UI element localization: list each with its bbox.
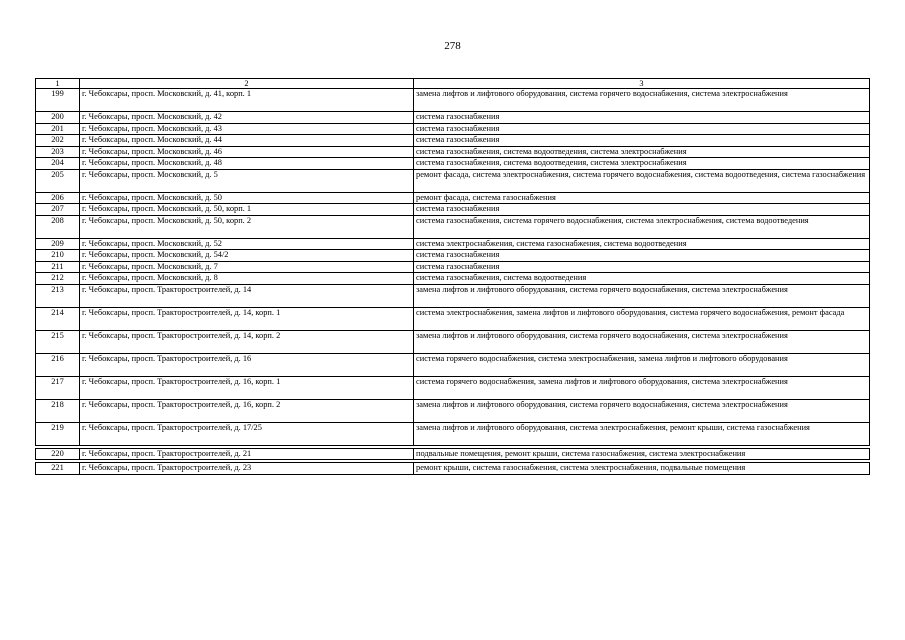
table-row: [36, 204, 870, 216]
row-works: система газоснабжения: [414, 204, 870, 216]
row-address: г. Чебоксары, просп. Московский, д. 54/2: [80, 250, 414, 262]
row-number: 216: [36, 353, 80, 376]
row-works: система газоснабжения: [414, 261, 870, 273]
row-number: 214: [36, 307, 80, 330]
table-row: [36, 89, 870, 112]
row-number: 202: [36, 135, 80, 147]
table-row: [36, 284, 870, 307]
row-works: система газоснабжения: [414, 250, 870, 262]
row-works: система газоснабжения: [414, 135, 870, 147]
table-row: [36, 146, 870, 158]
row-number: 208: [36, 215, 80, 238]
table-row: [36, 463, 870, 475]
row-address: г. Чебоксары, просп. Тракторостроителей, д. 16, корп. 2: [80, 399, 414, 422]
row-works: замена лифтов и лифтового оборудования, система электроснабжения, ремонт крыши, система газоснабжения: [414, 422, 870, 445]
row-number: 200: [36, 112, 80, 124]
row-address: г. Чебоксары, просп. Московский, д. 50, корп. 1: [80, 204, 414, 216]
header-col-1: 1: [36, 79, 80, 89]
row-number: 213: [36, 284, 80, 307]
row-address: г. Чебоксары, просп. Московский, д. 5: [80, 169, 414, 192]
row-number: 210: [36, 250, 80, 262]
header-col-3: 3: [414, 79, 870, 89]
table-row: [36, 307, 870, 330]
table-row: [36, 273, 870, 285]
row-address: г. Чебоксары, просп. Московский, д. 42: [80, 112, 414, 124]
table-row: [36, 123, 870, 135]
row-address: г. Чебоксары, просп. Московский, д. 50: [80, 192, 414, 204]
row-address: г. Чебоксары, просп. Тракторостроителей, д. 17/25: [80, 422, 414, 445]
row-works: система газоснабжения, система водоотведения, система электроснабжения: [414, 158, 870, 170]
row-works: система электроснабжения, система газоснабжения, система водоотведения: [414, 238, 870, 250]
row-number: 218: [36, 399, 80, 422]
row-works: система газоснабжения: [414, 112, 870, 124]
table-row: [36, 261, 870, 273]
row-works: замена лифтов и лифтового оборудования, система горячего водоснабжения, система электроснабжения: [414, 284, 870, 307]
table-row: [36, 250, 870, 262]
row-works: система газоснабжения, система горячего водоснабжения, система электроснабжения, система водоотведения: [414, 215, 870, 238]
row-number: 207: [36, 204, 80, 216]
table-row: [36, 192, 870, 204]
table-row: [36, 353, 870, 376]
table-header-row: [36, 79, 870, 89]
row-address: г. Чебоксары, просп. Тракторостроителей, д. 14, корп. 2: [80, 330, 414, 353]
row-number: 203: [36, 146, 80, 158]
header-col-2: 2: [80, 79, 414, 89]
row-number: 219: [36, 422, 80, 445]
row-works: подвальные помещения, ремонт крыши, система газоснабжения, система электроснабжения: [414, 448, 870, 460]
row-number: 215: [36, 330, 80, 353]
row-works: система газоснабжения: [414, 123, 870, 135]
row-works: ремонт фасада, система электроснабжения, система горячего водоснабжения, система водоотведения, система газоснабжения: [414, 169, 870, 192]
table-row: [36, 422, 870, 445]
table-row: [36, 158, 870, 170]
table-row: [36, 135, 870, 147]
row-address: г. Чебоксары, просп. Московский, д. 43: [80, 123, 414, 135]
row-works: система горячего водоснабжения, замена лифтов и лифтового оборудования, система электроснабжения: [414, 376, 870, 399]
row-address: г. Чебоксары, просп. Тракторостроителей, д. 16, корп. 1: [80, 376, 414, 399]
row-works: система горячего водоснабжения, система электроснабжения, замена лифтов и лифтового оборудования: [414, 353, 870, 376]
row-works: замена лифтов и лифтового оборудования, система горячего водоснабжения, система электроснабжения: [414, 330, 870, 353]
row-works: ремонт крыши, система газоснабжения, система электроснабжения, подвальные помещения: [414, 463, 870, 475]
row-works: замена лифтов и лифтового оборудования, система горячего водоснабжения, система электроснабжения: [414, 89, 870, 112]
row-address: г. Чебоксары, просп. Московский, д. 48: [80, 158, 414, 170]
table-body: [36, 79, 870, 475]
row-address: г. Чебоксары, просп. Московский, д. 46: [80, 146, 414, 158]
row-address: г. Чебоксары, просп. Тракторостроителей, д. 23: [80, 463, 414, 475]
row-address: г. Чебоксары, просп. Московский, д. 8: [80, 273, 414, 285]
address-works-table: [35, 78, 870, 475]
row-address: г. Чебоксары, просп. Тракторостроителей, д. 21: [80, 448, 414, 460]
row-works: замена лифтов и лифтового оборудования, система горячего водоснабжения, система электроснабжения: [414, 399, 870, 422]
row-number: 212: [36, 273, 80, 285]
row-address: г. Чебоксары, просп. Московский, д. 41, корп. 1: [80, 89, 414, 112]
row-number: 201: [36, 123, 80, 135]
row-address: г. Чебоксары, просп. Московский, д. 50, корп. 2: [80, 215, 414, 238]
table-row: [36, 376, 870, 399]
row-address: г. Чебоксары, просп. Московский, д. 52: [80, 238, 414, 250]
row-number: 220: [36, 448, 80, 460]
row-number: 211: [36, 261, 80, 273]
table-row: [36, 112, 870, 124]
row-number: 217: [36, 376, 80, 399]
row-works: система электроснабжения, замена лифтов и лифтового оборудования, система горячего водоснабжения, ремонт фасада: [414, 307, 870, 330]
row-number: 221: [36, 463, 80, 475]
row-address: г. Чебоксары, просп. Московский, д. 7: [80, 261, 414, 273]
row-number: 209: [36, 238, 80, 250]
table-row: [36, 215, 870, 238]
table-row: [36, 399, 870, 422]
table-row: [36, 238, 870, 250]
row-address: г. Чебоксары, просп. Московский, д. 44: [80, 135, 414, 147]
table-row: [36, 448, 870, 460]
table-row: [36, 330, 870, 353]
table-row: [36, 169, 870, 192]
row-works: система газоснабжения, система водоотведения, система электроснабжения: [414, 146, 870, 158]
row-works: ремонт фасада, система газоснабжения: [414, 192, 870, 204]
page-number: 278: [444, 40, 461, 52]
row-address: г. Чебоксары, просп. Тракторостроителей, д. 16: [80, 353, 414, 376]
row-number: 206: [36, 192, 80, 204]
row-number: 199: [36, 89, 80, 112]
row-works: система газоснабжения, система водоотведения: [414, 273, 870, 285]
row-number: 205: [36, 169, 80, 192]
row-number: 204: [36, 158, 80, 170]
row-address: г. Чебоксары, просп. Тракторостроителей, д. 14: [80, 284, 414, 307]
row-address: г. Чебоксары, просп. Тракторостроителей, д. 14, корп. 1: [80, 307, 414, 330]
